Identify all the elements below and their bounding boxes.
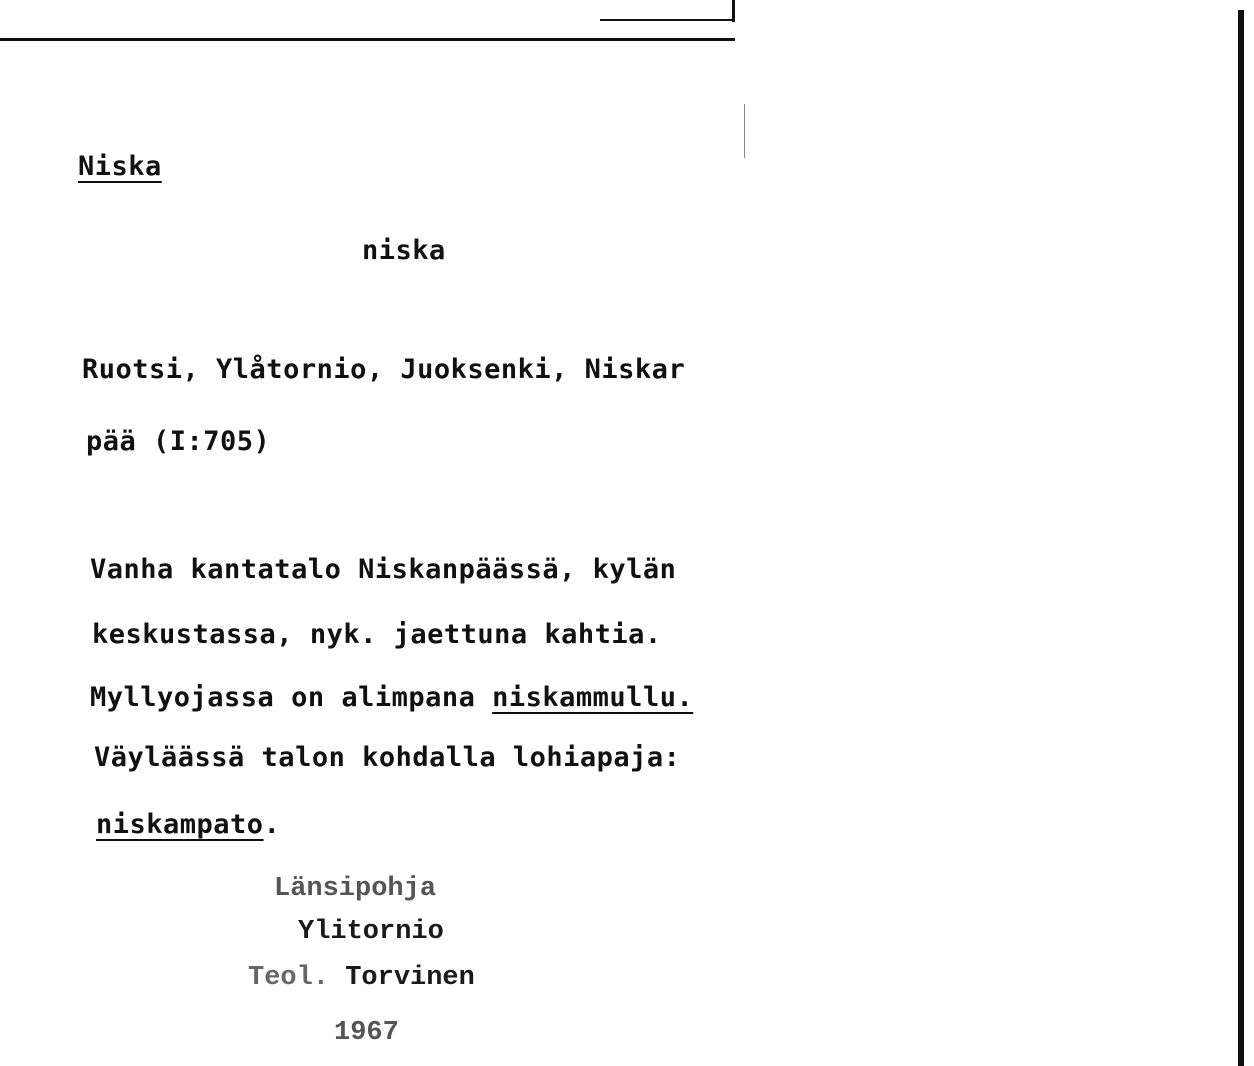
description-line-1: Vanha kantatalo Niskanpäässä, kylän: [90, 554, 677, 585]
right-edge-line: [1238, 10, 1244, 1066]
description-line-5: [96, 810, 280, 840]
location-line-2: pää (I:705): [86, 426, 271, 457]
headword: Niska: [78, 151, 162, 182]
description-line-3: [90, 683, 693, 713]
top-border-step: [600, 19, 735, 21]
stamp-year: 1967: [334, 1018, 399, 1048]
term-niskammullu: niskammullu.: [492, 682, 694, 713]
faint-vertical-mark: [744, 104, 745, 158]
description-line-2: keskustassa, nyk. jaettuna kahtia.: [92, 619, 662, 650]
stamp-collector: [248, 963, 475, 993]
stamp-parish: Ylitornio: [298, 917, 444, 947]
description-line-3-text: Myllyojassa on alimpana: [90, 682, 493, 713]
location-line-1: Ruotsi, Ylåtornio, Juoksenki, Niskar: [82, 354, 686, 385]
dialect-form: niska: [362, 235, 446, 266]
description-line-4: Väyläässä talon kohdalla lohiapaja:: [94, 742, 681, 773]
top-border-line: [0, 38, 735, 41]
stamp-collector-name: Torvinen: [345, 963, 475, 993]
description-line-5-end: .: [263, 809, 281, 840]
term-niskampato: niskampato: [96, 809, 264, 840]
stamp-collector-prefix: Teol.: [248, 963, 330, 993]
stamp-region: Länsipohja: [274, 874, 437, 904]
